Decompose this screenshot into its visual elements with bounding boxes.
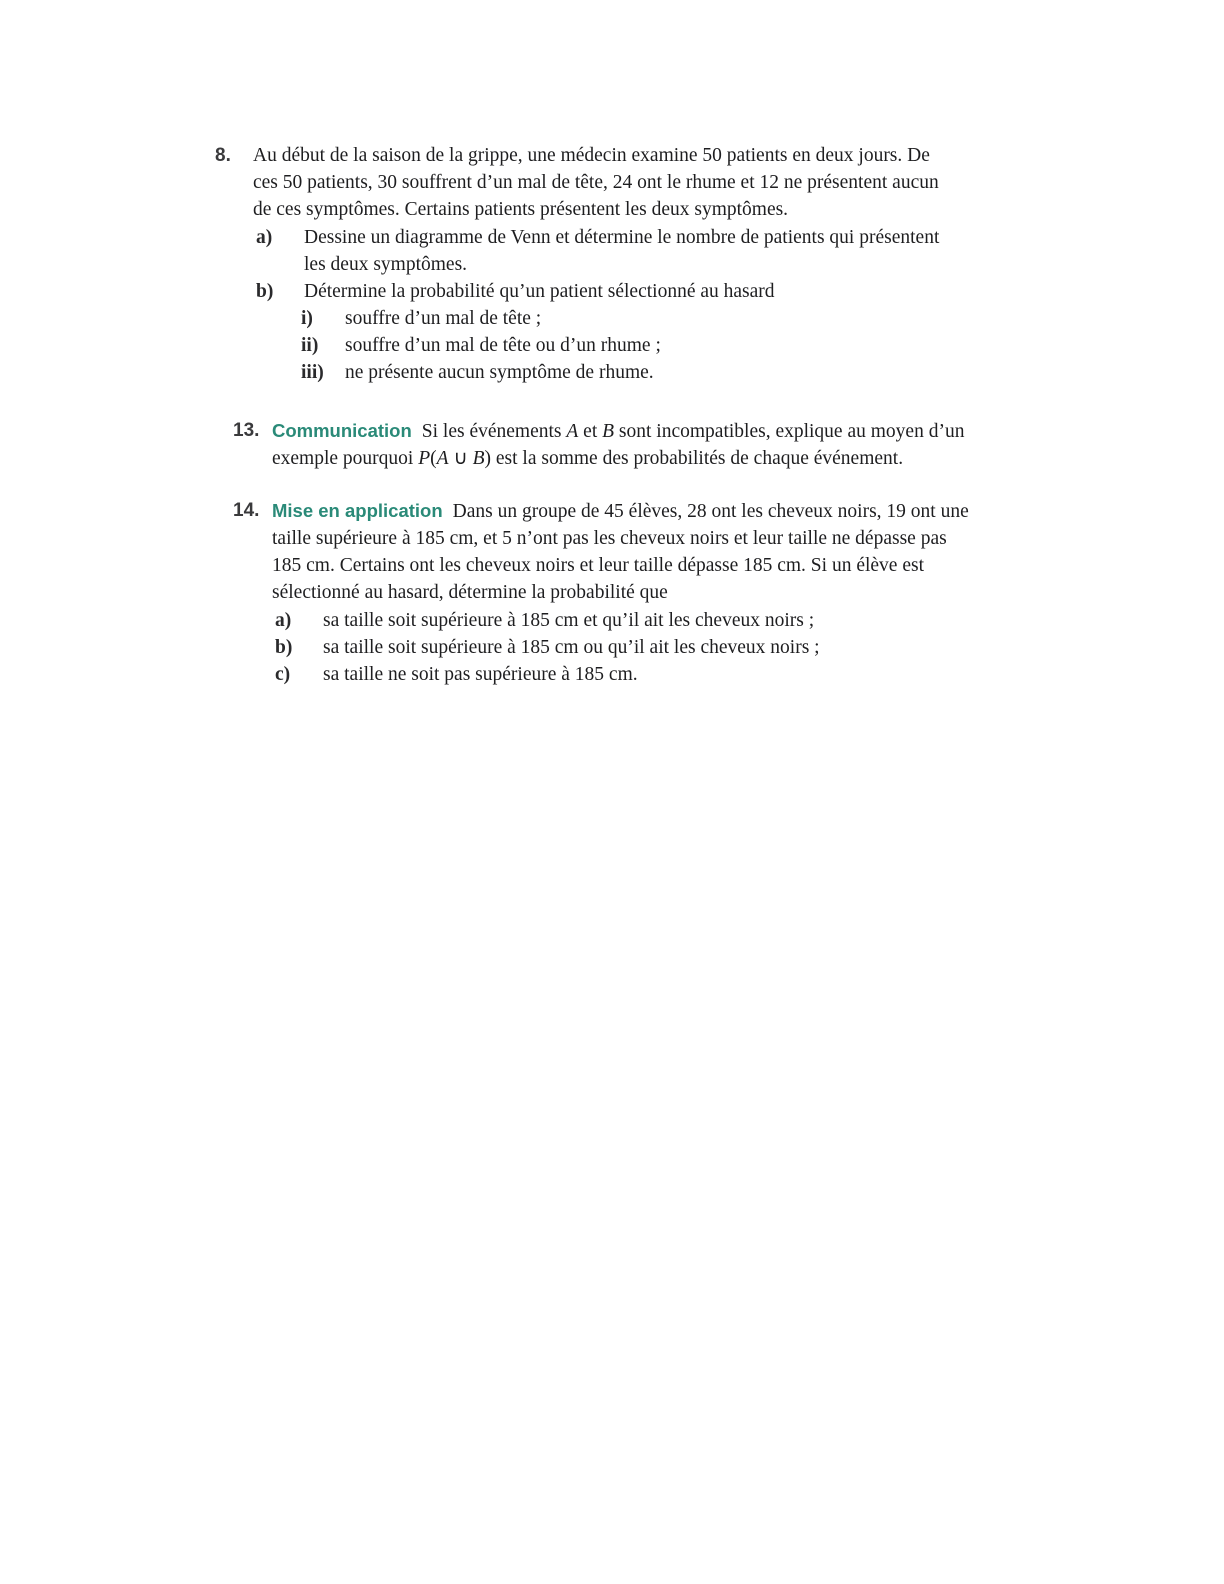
problem-13-seg-1: Si les événements bbox=[421, 421, 567, 442]
problem-14-number: 14. bbox=[233, 500, 260, 521]
problem-8-sublist bbox=[253, 224, 950, 386]
problem-13-var-b: B bbox=[602, 421, 615, 442]
problem-14 bbox=[233, 497, 975, 688]
problem-8-item-b-i-label: i) bbox=[301, 308, 313, 329]
problem-13-var-a2: A bbox=[436, 448, 449, 469]
problem-13-body bbox=[272, 417, 975, 472]
problem-14-item-c-text: sa taille ne soit pas supérieure à 185 cm. bbox=[323, 664, 638, 685]
problem-8 bbox=[215, 142, 975, 386]
problem-13-var-b2: B bbox=[472, 448, 485, 469]
problem-8-item-b-i-text: souffre d’un mal de tête ; bbox=[345, 308, 542, 329]
problem-8-intro: Au début de la saison de la grippe, une médecin examine 50 patients en deux jours. De ces 50 patients, 30 souffrent d’un mal de tête, 24 ont le rhume et 12 ne présentent aucun de ces symptômes. Certains patients présentent les deux symptômes. bbox=[253, 145, 939, 220]
spacer bbox=[215, 386, 975, 417]
problem-8-item-a bbox=[256, 224, 950, 278]
problem-14-body bbox=[272, 497, 975, 688]
problem-8-item-b-iii-text: ne présente aucun symptôme de rhume. bbox=[345, 362, 654, 383]
problem-8-number: 8. bbox=[215, 145, 231, 166]
problem-8-item-b bbox=[256, 278, 950, 305]
problem-14-item-a bbox=[275, 607, 975, 634]
problem-14-item-c bbox=[275, 661, 975, 688]
problem-8-item-b-iii bbox=[301, 359, 950, 386]
problem-14-sublist bbox=[272, 607, 975, 688]
spacer bbox=[215, 472, 975, 497]
problem-8-item-b-text: Détermine la probabilité qu’un patient sélectionné au hasard bbox=[304, 281, 775, 302]
problem-13-var-p: P bbox=[418, 448, 431, 469]
problem-8-item-b-i bbox=[301, 305, 950, 332]
problem-13-seg-2: et bbox=[578, 421, 603, 442]
problem-13-text bbox=[272, 417, 975, 472]
problem-13-var-a: A bbox=[566, 421, 579, 442]
problem-14-intro-wrap bbox=[272, 497, 975, 606]
problem-14-item-b bbox=[275, 634, 975, 661]
problem-8-item-a-label: a) bbox=[256, 227, 273, 248]
problem-14-category-label: Mise en application bbox=[272, 500, 443, 521]
problem-13-seg-4: ( bbox=[430, 448, 437, 469]
problem-8-item-b-ii-label: ii) bbox=[301, 335, 319, 356]
problem-14-item-a-text: sa taille soit supérieure à 185 cm et qu’il ait les cheveux noirs ; bbox=[323, 610, 815, 631]
problem-13-category-label: Communication bbox=[272, 420, 412, 441]
problem-13-number: 13. bbox=[233, 420, 260, 441]
problem-8-item-a-text: Dessine un diagramme de Venn et détermine le nombre de patients qui présentent les deux symptômes. bbox=[304, 227, 940, 275]
problem-8-item-b-ii-text: souffre d’un mal de tête ou d’un rhume ; bbox=[345, 335, 661, 356]
problem-8-item-b-iii-label: iii) bbox=[301, 362, 324, 383]
problem-14-item-a-label: a) bbox=[275, 610, 292, 631]
problem-8-item-b-label: b) bbox=[256, 281, 274, 302]
problem-13-union-symbol: ∪ bbox=[448, 448, 473, 469]
problem-14-item-b-label: b) bbox=[275, 637, 293, 658]
problem-13-seg-3: sont incompatibles, explique au moyen d’un exemple pourquoi bbox=[272, 421, 965, 469]
exercise-content bbox=[215, 142, 975, 688]
problem-14-intro: Dans un groupe de 45 élèves, 28 ont les cheveux noirs, 19 ont une taille supérieure à 185 cm, et 5 n’ont pas les cheveux noirs et leur taille ne dépasse pas 185 cm. Certains ont les cheveux noirs et leur taille dépasse 185 cm. Si un élève est sélectionné au hasard, détermine la probabilité que bbox=[272, 501, 969, 603]
problem-8-roman-list bbox=[301, 305, 950, 386]
problem-13-seg-6: ) est la somme des probabilités de chaque événement. bbox=[484, 448, 904, 469]
problem-14-item-b-text: sa taille soit supérieure à 185 cm ou qu’il ait les cheveux noirs ; bbox=[323, 637, 820, 658]
problem-8-item-b-ii bbox=[301, 332, 950, 359]
problem-13 bbox=[233, 417, 975, 472]
problem-8-body bbox=[253, 142, 950, 386]
problem-14-item-c-label: c) bbox=[275, 664, 291, 685]
